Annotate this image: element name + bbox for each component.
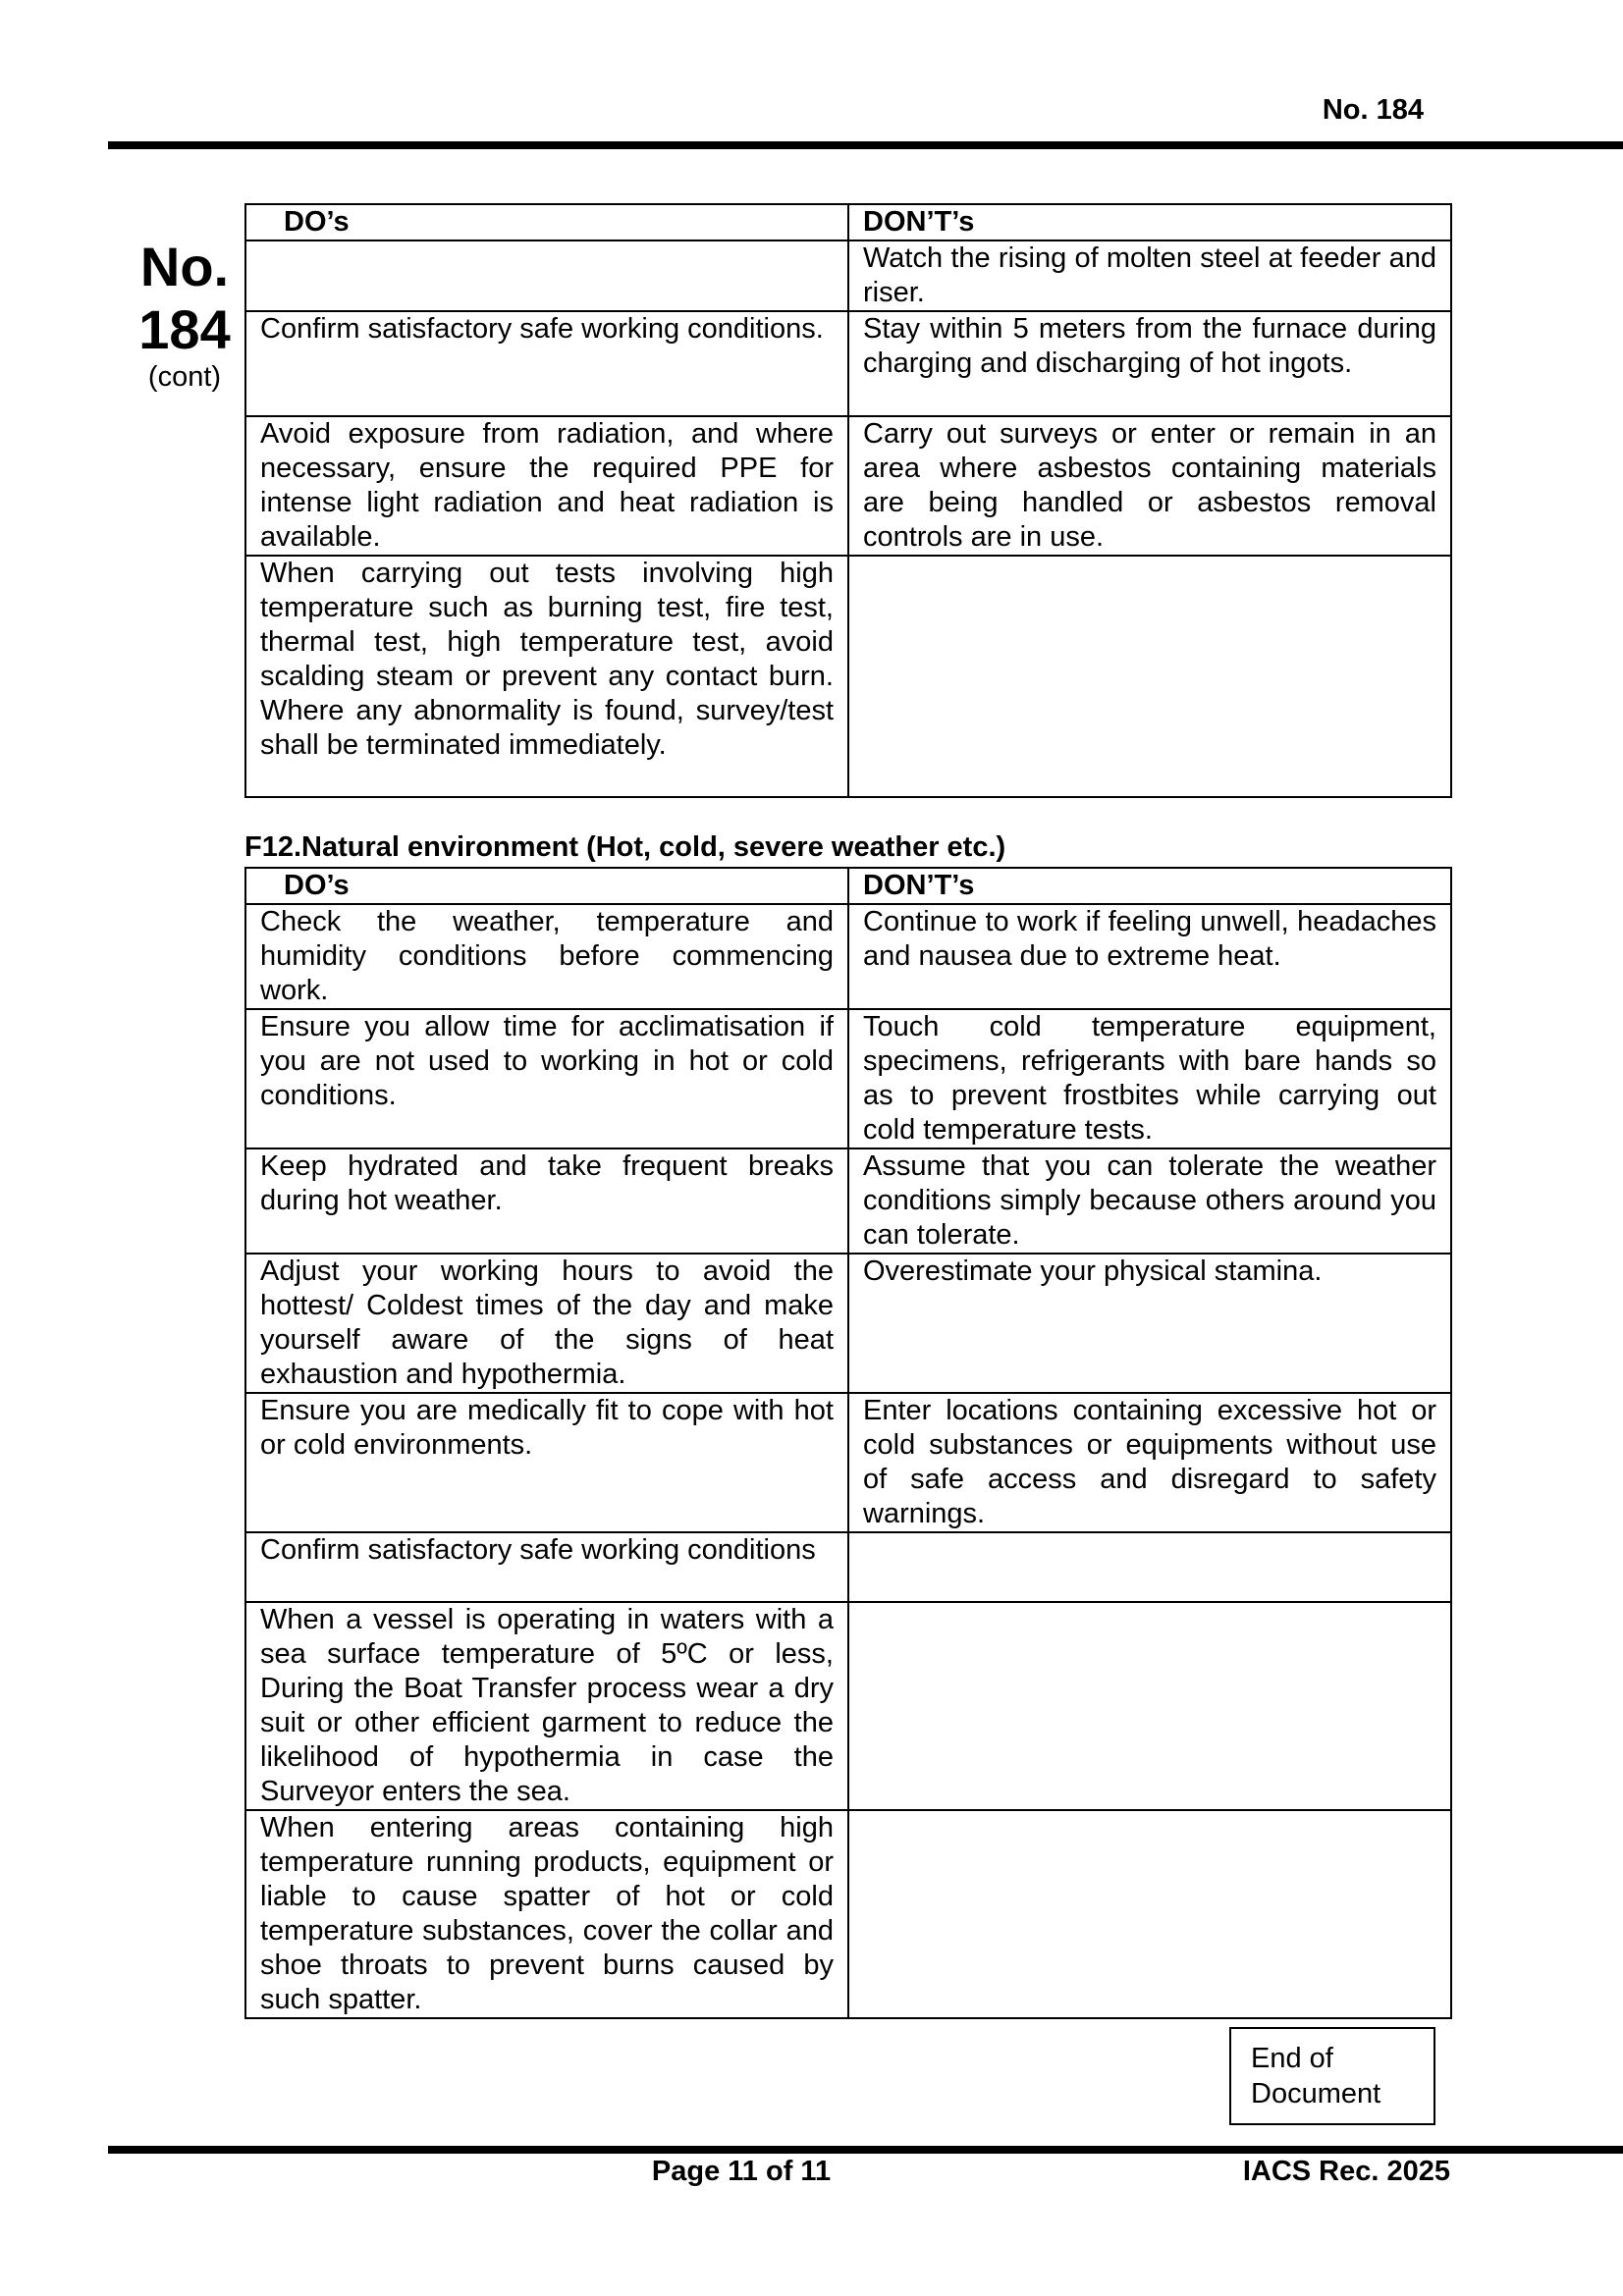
dont-cell: Watch the rising of molten steel at feeder and riser.	[848, 240, 1451, 311]
dos-donts-table-1	[244, 203, 1452, 798]
dont-cell: Carry out surveys or enter or remain in an area where asbestos containing materials are being handled or asbestos removal controls are in use.	[848, 416, 1451, 556]
table-row	[245, 1532, 1451, 1602]
do-cell	[245, 240, 848, 311]
table-header-row	[245, 204, 1451, 240]
donts-header: DON’T’s	[848, 204, 1451, 240]
table-row	[245, 1148, 1451, 1254]
do-cell: When a vessel is operating in waters with a sea surface temperature of 5ºC or less, During the Boat Transfer process wear a dry suit or other efficient garment to reduce the likelihood of hypothermia in case the Surveyor enters the sea.	[245, 1602, 848, 1810]
side-label-number: 184	[138, 298, 231, 360]
do-cell: Adjust your working hours to avoid the hottest/ Coldest times of the day and make yourself aware of the signs of heat exhaustion and hypothermia.	[245, 1254, 848, 1393]
do-cell: Avoid exposure from radiation, and where necessary, ensure the required PPE for intense light radiation and heat radiation is available.	[245, 416, 848, 556]
do-cell: Confirm satisfactory safe working conditions	[245, 1532, 848, 1602]
do-cell: Keep hydrated and take frequent breaks during hot weather.	[245, 1148, 848, 1254]
table-row	[245, 1393, 1451, 1532]
table-row	[245, 311, 1451, 416]
dos-header: DO’s	[245, 868, 848, 904]
table-row	[245, 904, 1451, 1009]
header-doc-number: No. 184	[1322, 94, 1424, 126]
do-cell: Check the weather, temperature and humidity conditions before commencing work.	[245, 904, 848, 1009]
dont-cell	[848, 1602, 1451, 1810]
do-cell: Ensure you are medically fit to cope with hot or cold environments.	[245, 1393, 848, 1532]
dos-donts-table-f12	[244, 867, 1452, 2019]
do-cell: Ensure you allow time for acclimatisation if you are not used to working in hot or cold conditions.	[245, 1009, 848, 1148]
dont-cell: Overestimate your physical stamina.	[848, 1254, 1451, 1393]
section-title-f12: F12.Natural environment (Hot, cold, severe weather etc.)	[244, 831, 1006, 863]
side-label-cont: (cont)	[147, 361, 222, 393]
do-cell: When entering areas containing high temperature running products, equipment or liable to cause spatter of hot or cold temperature substances, cover the collar and shoe throats to prevent burns caused by such spatter.	[245, 1810, 848, 2018]
side-label-no: No.	[139, 236, 230, 297]
side-label	[135, 236, 234, 393]
table-row	[245, 416, 1451, 556]
table-row	[245, 1810, 1451, 2018]
dont-cell: Stay within 5 meters from the furnace during charging and discharging of hot ingots.	[848, 311, 1451, 416]
footer-rule	[108, 2146, 1623, 2154]
dont-cell: Touch cold temperature equipment, specimens, refrigerants with bare hands so as to prevent frostbites while carrying out cold temperature tests.	[848, 1009, 1451, 1148]
end-of-document-box	[1229, 2027, 1435, 2125]
table-row	[245, 1254, 1451, 1393]
end-box-line2: Document	[1251, 2078, 1381, 2109]
donts-header: DON’T’s	[848, 868, 1451, 904]
dont-cell	[848, 1810, 1451, 2018]
dont-cell	[848, 556, 1451, 797]
dont-cell	[848, 1532, 1451, 1602]
table-row	[245, 240, 1451, 311]
footer-rec-label: IACS Rec. 2025	[1242, 2156, 1450, 2187]
end-box-line1: End of	[1251, 2043, 1333, 2074]
do-cell: Confirm satisfactory safe working conditions.	[245, 311, 848, 416]
table-row	[245, 1009, 1451, 1148]
dont-cell: Enter locations containing excessive hot or cold substances or equipments without use of safe access and disregard to safety warnings.	[848, 1393, 1451, 1532]
dont-cell: Assume that you can tolerate the weather conditions simply because others around you can tolerate.	[848, 1148, 1451, 1254]
table-row	[245, 1602, 1451, 1810]
do-cell: When carrying out tests involving high temperature such as burning test, fire test, thermal test, high temperature test, avoid scalding steam or prevent any contact burn. Where any abnormality is found, survey/test shall be terminated immediately.	[245, 556, 848, 797]
header-rule	[108, 141, 1623, 149]
dont-cell: Continue to work if feeling unwell, headaches and nausea due to extreme heat.	[848, 904, 1451, 1009]
dos-header: DO’s	[245, 204, 848, 240]
table-row	[245, 556, 1451, 797]
table-header-row	[245, 868, 1451, 904]
footer-page-number: Page 11 of 11	[651, 2156, 832, 2187]
